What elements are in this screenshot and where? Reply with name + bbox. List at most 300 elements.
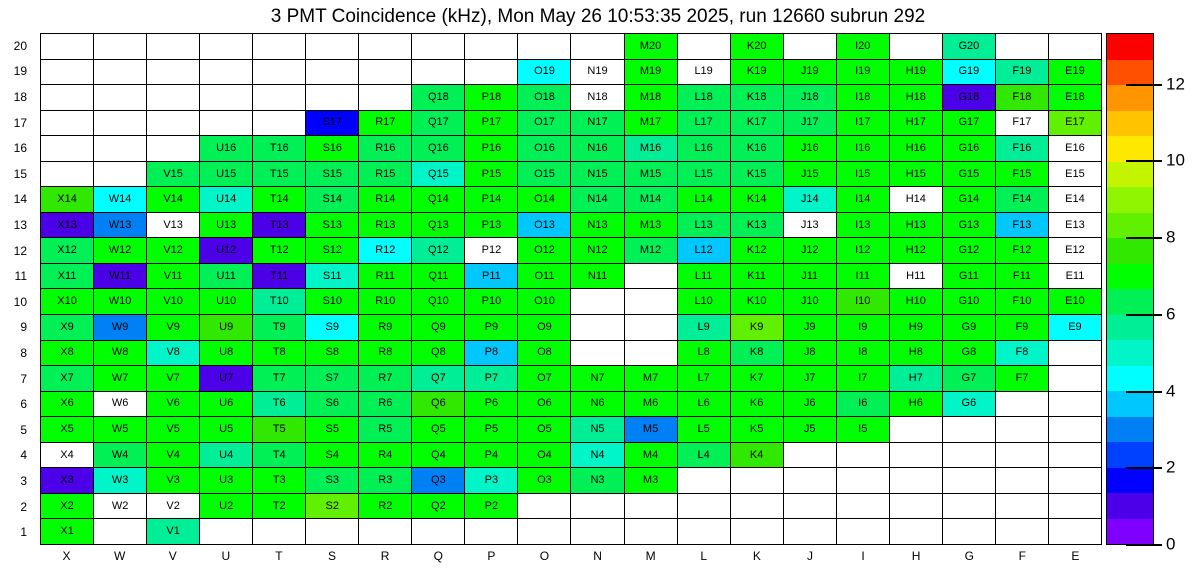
cell-label: N6: [590, 397, 605, 410]
heatmap-cell: [306, 60, 358, 85]
col-label: T: [275, 549, 283, 563]
heatmap-cell: [943, 468, 995, 493]
cell-label: W8: [111, 346, 129, 359]
cell-label: P6: [484, 397, 499, 410]
heatmap-cell: [412, 34, 464, 59]
colorbar-tick-label: 10: [1166, 151, 1185, 171]
cell-label: U8: [219, 346, 234, 359]
heatmap-cell: [200, 443, 252, 468]
heatmap-cell: [253, 443, 305, 468]
heatmap-cell: [200, 341, 252, 366]
heatmap-cell: [253, 468, 305, 493]
row-label: 18: [13, 89, 27, 104]
heatmap-cell: [943, 366, 995, 391]
cell-label: K9: [749, 320, 764, 333]
row-label: 16: [13, 141, 27, 156]
heatmap-cell: [41, 136, 93, 161]
heatmap-cell: [996, 443, 1048, 468]
heatmap-cell: [625, 264, 677, 289]
cell-label: X3: [60, 474, 74, 487]
cell-label: N11: [587, 269, 608, 282]
heatmap-cell: [731, 315, 783, 340]
heatmap-cell: [41, 289, 93, 314]
cell-label: E18: [1065, 90, 1085, 103]
cell-label: T12: [269, 244, 289, 257]
heatmap-cell: [890, 289, 942, 314]
cell-label: W7: [111, 371, 129, 384]
cell-label: J7: [803, 371, 816, 384]
cell-label: V13: [163, 218, 183, 231]
heatmap-cell: [94, 366, 146, 391]
heatmap-cell: [1049, 136, 1101, 161]
cell-label: T14: [269, 193, 289, 206]
heatmap-cell: [200, 111, 252, 136]
cell-label: S4: [325, 448, 339, 461]
cell-label: E16: [1065, 141, 1085, 154]
col-label: F: [1018, 549, 1027, 563]
cell-label: I14: [855, 193, 871, 206]
cell-label: O4: [537, 448, 552, 461]
heatmap-cell: [625, 238, 677, 263]
heatmap-cell: [571, 213, 623, 238]
heatmap-cell: [359, 289, 411, 314]
heatmap-cell: [147, 443, 199, 468]
cell-label: M13: [639, 218, 662, 231]
heatmap-cell: [731, 60, 783, 85]
cell-label: I12: [855, 244, 871, 257]
heatmap-cell: [571, 136, 623, 161]
col-label: I: [861, 549, 865, 563]
cell-label: F17: [1012, 116, 1032, 129]
heatmap-cell: [890, 34, 942, 59]
cell-label: U9: [219, 320, 234, 333]
cell-label: X6: [60, 397, 74, 410]
cell-label: P15: [481, 167, 502, 180]
cell-label: W3: [111, 474, 129, 487]
cell-label: Q7: [431, 371, 446, 384]
cell-label: H19: [905, 65, 926, 78]
heatmap-cell: [147, 341, 199, 366]
cell-label: N5: [590, 423, 605, 436]
heatmap-cell: [1049, 60, 1101, 85]
heatmap-cell: [571, 264, 623, 289]
heatmap-cell: [943, 60, 995, 85]
cell-label: J13: [800, 218, 819, 231]
cell-label: O5: [537, 423, 552, 436]
row-label: 5: [20, 422, 27, 437]
cell-label: M3: [642, 474, 659, 487]
heatmap-cell: [678, 60, 730, 85]
col-label: J: [806, 549, 813, 563]
heatmap-cell: [625, 341, 677, 366]
heatmap-cell: [518, 494, 570, 519]
heatmap-cell: [890, 85, 942, 110]
heatmap-cell: [412, 162, 464, 187]
heatmap-cell: [943, 162, 995, 187]
heatmap-cell: [1049, 519, 1101, 544]
heatmap-cell: [625, 213, 677, 238]
heatmap-cell: [412, 366, 464, 391]
heatmap-cell: [571, 111, 623, 136]
cell-label: P3: [484, 474, 499, 487]
heatmap-cell: [359, 136, 411, 161]
cell-label: O10: [534, 295, 555, 308]
heatmap-cell: [518, 60, 570, 85]
heatmap-cell: [1049, 238, 1101, 263]
heatmap-cell: [518, 315, 570, 340]
cell-label: I17: [855, 116, 871, 129]
heatmap-cell: [41, 187, 93, 212]
col-label: N: [593, 549, 602, 563]
heatmap-cell: [1049, 468, 1101, 493]
heatmap-cell: [890, 494, 942, 519]
cell-label: O11: [534, 269, 555, 282]
cell-label: P5: [484, 423, 499, 436]
heatmap-cell: [147, 417, 199, 442]
heatmap-cell: [890, 392, 942, 417]
heatmap-cell: [890, 468, 942, 493]
heatmap-cell: [94, 443, 146, 468]
heatmap-cell: [518, 341, 570, 366]
col-label: P: [487, 549, 496, 563]
heatmap-cell: [571, 468, 623, 493]
heatmap-cell: [943, 85, 995, 110]
cell-label: V9: [166, 320, 180, 333]
heatmap-cell: [996, 162, 1048, 187]
heatmap-cell: [200, 60, 252, 85]
heatmap-cell: [784, 85, 836, 110]
cell-label: U3: [219, 474, 234, 487]
heatmap-cell: [465, 187, 517, 212]
heatmap-cell: [465, 34, 517, 59]
heatmap-cell: [147, 85, 199, 110]
colorbar-tick: [1126, 544, 1162, 546]
heatmap-cell: [518, 187, 570, 212]
cell-label: R16: [375, 141, 396, 154]
heatmap-cell: [147, 519, 199, 544]
cell-label: K19: [746, 65, 767, 78]
cell-label: I6: [858, 397, 868, 410]
heatmap-cell: [784, 468, 836, 493]
heatmap-cell: [625, 468, 677, 493]
heatmap-cell: [465, 519, 517, 544]
heatmap-cell: [306, 519, 358, 544]
heatmap-cell: [1049, 213, 1101, 238]
cell-label: O16: [534, 141, 555, 154]
heatmap-cell: [1049, 392, 1101, 417]
cell-label: T6: [272, 397, 286, 410]
heatmap-cell: [996, 60, 1048, 85]
heatmap-cell: [465, 366, 517, 391]
col-label: U: [221, 549, 231, 563]
heatmap-cell: [1049, 417, 1101, 442]
cell-label: V15: [163, 167, 183, 180]
cell-label: K8: [749, 346, 764, 359]
heatmap-cell: [200, 468, 252, 493]
heatmap-cell: [41, 392, 93, 417]
cell-label: S10: [322, 295, 343, 308]
colorbar-tick: [1126, 84, 1162, 86]
heatmap-cell: [731, 187, 783, 212]
cell-label: K5: [749, 423, 764, 436]
heatmap-cell: [731, 34, 783, 59]
heatmap-cell: [890, 60, 942, 85]
heatmap-cell: [518, 238, 570, 263]
heatmap-cell: [678, 443, 730, 468]
cell-label: N15: [587, 167, 608, 180]
heatmap-cell: [731, 213, 783, 238]
cell-label: W4: [111, 448, 129, 461]
heatmap-cell: [678, 417, 730, 442]
heatmap-cell: [41, 366, 93, 391]
col-label: K: [752, 549, 761, 563]
heatmap-cell: [359, 85, 411, 110]
heatmap-cell: [200, 315, 252, 340]
cell-label: V2: [166, 499, 180, 512]
cell-label: G19: [958, 65, 980, 78]
heatmap-cell: [731, 366, 783, 391]
heatmap-cell: [518, 264, 570, 289]
cell-label: X13: [57, 218, 77, 231]
cell-label: V11: [163, 269, 183, 282]
cell-label: R3: [378, 474, 393, 487]
cell-label: I8: [858, 346, 868, 359]
colorbar-tick-label: 0: [1166, 534, 1176, 554]
col-label: W: [113, 549, 126, 563]
cell-label: L19: [694, 65, 713, 78]
heatmap-cell: [200, 238, 252, 263]
heatmap-cell: [571, 187, 623, 212]
heatmap-cell: [359, 213, 411, 238]
heatmap-cell: [94, 60, 146, 85]
heatmap-cell: [359, 238, 411, 263]
cell-label: K14: [746, 193, 767, 206]
heatmap-cell: [1049, 315, 1101, 340]
heatmap-cell: [890, 136, 942, 161]
heatmap-cell: [306, 85, 358, 110]
cell-label: M5: [642, 423, 659, 436]
cell-label: I16: [855, 141, 871, 154]
heatmap-cell: [890, 366, 942, 391]
heatmap-cell: [306, 213, 358, 238]
heatmap-cell: [890, 417, 942, 442]
cell-label: V10: [163, 295, 183, 308]
cell-label: M6: [642, 397, 659, 410]
cell-label: R5: [378, 423, 393, 436]
cell-label: O17: [534, 116, 555, 129]
cell-label: I13: [855, 218, 871, 231]
heatmap-cell: [518, 289, 570, 314]
heatmap-cell: [147, 264, 199, 289]
cell-label: K16: [746, 141, 767, 154]
heatmap-cell: [41, 443, 93, 468]
cell-label: S3: [325, 474, 339, 487]
cell-label: F16: [1012, 141, 1032, 154]
heatmap-cell: [94, 34, 146, 59]
cell-label: R7: [378, 371, 393, 384]
heatmap-cell: [996, 289, 1048, 314]
cell-label: P4: [484, 448, 499, 461]
heatmap-cell: [518, 443, 570, 468]
cell-label: R9: [378, 320, 393, 333]
cell-label: F14: [1012, 193, 1032, 206]
heatmap-cell: [465, 289, 517, 314]
cell-label: K17: [746, 116, 767, 129]
heatmap-cell: [784, 519, 836, 544]
cell-label: T4: [272, 448, 286, 461]
cell-label: J19: [800, 65, 819, 78]
heatmap-cell: [890, 213, 942, 238]
cell-label: I5: [858, 423, 868, 436]
heatmap-cell: [41, 519, 93, 544]
heatmap-cell: [94, 238, 146, 263]
cell-label: H14: [905, 193, 926, 206]
heatmap-cell: [412, 392, 464, 417]
heatmap-cell: [412, 136, 464, 161]
heatmap-cell: [41, 341, 93, 366]
colorbar-tick-label: 2: [1166, 457, 1176, 477]
heatmap-cell: [571, 85, 623, 110]
cell-label: P9: [484, 320, 499, 333]
cell-label: W10: [108, 295, 132, 308]
heatmap-cell: [996, 34, 1048, 59]
heatmap-cell: [412, 111, 464, 136]
cell-label: I18: [855, 90, 871, 103]
heatmap-cell: [837, 60, 889, 85]
heatmap-cell: [518, 34, 570, 59]
heatmap-cell: [996, 392, 1048, 417]
cell-label: S16: [322, 141, 343, 154]
heatmap-cell: [412, 213, 464, 238]
cell-label: H16: [905, 141, 926, 154]
heatmap-cell: [943, 111, 995, 136]
cell-label: W13: [108, 218, 132, 231]
cell-label: T10: [269, 295, 289, 308]
heatmap-cell: [147, 34, 199, 59]
cell-label: G8: [961, 346, 977, 359]
cell-label: W6: [111, 397, 129, 410]
heatmap-cell: [1049, 34, 1101, 59]
heatmap-cell: [784, 366, 836, 391]
cell-label: G14: [958, 193, 980, 206]
cell-label: F9: [1015, 320, 1029, 333]
cell-label: J9: [803, 320, 816, 333]
row-label: 6: [20, 397, 27, 412]
cell-label: G17: [958, 116, 980, 129]
col-label: S: [328, 549, 337, 563]
heatmap-cell: [253, 136, 305, 161]
heatmap-cell: [943, 187, 995, 212]
heatmap-cell: [837, 392, 889, 417]
cell-label: V4: [166, 448, 180, 461]
heatmap-cell: [571, 443, 623, 468]
row-label: 17: [13, 115, 27, 130]
heatmap-cell: [94, 341, 146, 366]
heatmap-cell: [996, 264, 1048, 289]
row-label: 1: [20, 525, 27, 540]
heatmap-cell: [253, 417, 305, 442]
cell-label: F11: [1012, 269, 1031, 282]
cell-label: X1: [60, 525, 74, 538]
cell-label: Q13: [427, 218, 449, 231]
cell-label: O8: [537, 346, 552, 359]
col-label: R: [380, 549, 390, 563]
heatmap-cell: [837, 136, 889, 161]
heatmap-cell: [518, 85, 570, 110]
y-axis-row-labels: [0, 33, 34, 545]
col-label: X: [62, 549, 71, 563]
heatmap-cell: [412, 494, 464, 519]
heatmap-cell: [306, 289, 358, 314]
cell-label: N16: [587, 141, 608, 154]
cell-label: X10: [57, 295, 77, 308]
heatmap-cell: [306, 136, 358, 161]
cell-label: U16: [216, 141, 237, 154]
heatmap-cell: [625, 289, 677, 314]
heatmap-cell: [147, 289, 199, 314]
heatmap-cell: [94, 136, 146, 161]
heatmap-cell: [465, 162, 517, 187]
heatmap-cell: [890, 341, 942, 366]
row-label: 20: [13, 38, 27, 53]
cell-label: H15: [905, 167, 926, 180]
cell-label: M19: [639, 65, 662, 78]
heatmap-cell: [465, 494, 517, 519]
cell-label: U5: [219, 423, 234, 436]
heatmap-cell: [784, 443, 836, 468]
cell-label: L5: [697, 423, 710, 436]
heatmap-cell: [571, 60, 623, 85]
heatmap-cell: [41, 34, 93, 59]
cell-label: F19: [1012, 65, 1032, 78]
heatmap-cell: [253, 315, 305, 340]
heatmap-cell: [518, 111, 570, 136]
cell-label: G7: [961, 371, 977, 384]
heatmap-cell: [253, 60, 305, 85]
heatmap-cell: [1049, 111, 1101, 136]
heatmap-cell: [518, 366, 570, 391]
cell-label: O12: [534, 244, 555, 257]
heatmap-cell: [200, 494, 252, 519]
cell-label: R8: [378, 346, 393, 359]
colorbar-tick: [1126, 160, 1162, 162]
cell-label: E15: [1065, 167, 1085, 180]
heatmap-cell: [147, 468, 199, 493]
cell-label: L11: [694, 269, 713, 282]
heatmap-cell: [678, 162, 730, 187]
heatmap-cell: [200, 519, 252, 544]
cell-label: M7: [642, 371, 659, 384]
cell-label: L16: [694, 141, 713, 154]
heatmap-cell: [731, 85, 783, 110]
heatmap-cell: [359, 392, 411, 417]
heatmap-cell: [678, 392, 730, 417]
cell-label: H6: [908, 397, 923, 410]
heatmap-cell: [678, 136, 730, 161]
heatmap-cell: [412, 60, 464, 85]
heatmap-cell: [625, 443, 677, 468]
heatmap-cell: [943, 443, 995, 468]
cell-label: Q6: [431, 397, 446, 410]
cell-label: Q16: [427, 141, 449, 154]
heatmap-cell: [837, 264, 889, 289]
heatmap-cell: [731, 162, 783, 187]
cell-label: H9: [908, 320, 923, 333]
heatmap-cell: [518, 392, 570, 417]
cell-label: G13: [958, 218, 980, 231]
heatmap-cell: [306, 443, 358, 468]
cell-label: P17: [481, 116, 502, 129]
